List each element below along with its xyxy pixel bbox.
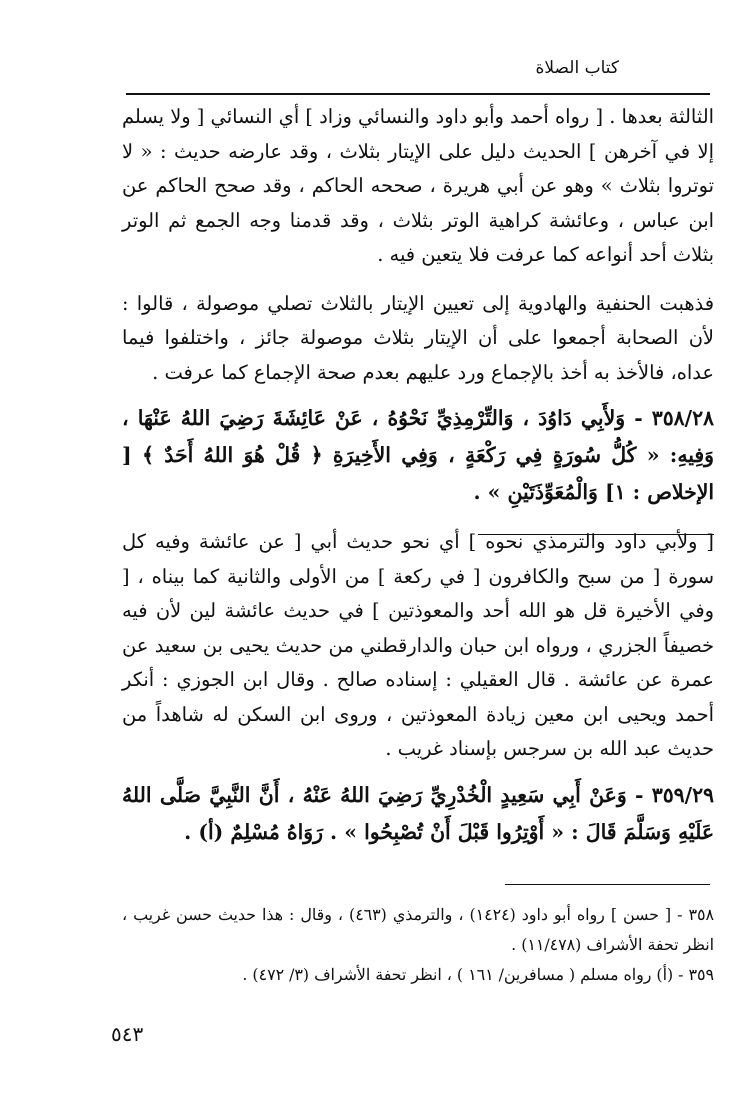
header-rule [126,93,710,95]
footnote-358: ٣٥٨ - [ حسن ] رواه أبو داود (١٤٢٤) ، والترمذي (٤٦٣) ، وقال : هذا حديث حسن غريب ، انظر تحفة الأشراف (١١/٤٧٨) . [122,905,714,954]
commentary-paragraph-2: فذهبت الحنفية والهادوية إلى تعيين الإيتار بالثلاث تصلي موصولة ، قالوا : لأن الصحابة أجمعوا على أن الإيتار بثلاث موصولة جائز ، واختلفوا فيما عداه، فالأخذ به أخذ بالإجماع ورد عليهم بعدم صحة الإجماع كما عرفت . [122,291,714,384]
main-text [122,100,714,851]
footnote-rule [505,884,710,885]
commentary-text: ولأبي داود والترمذي نحوه ] أي نحو حديث أبي [ عن عائشة وفيه كل سورة [ من سبح والكافرون [ في ركعة ] من الأولى والثانية كما بيناه ، [ وفي الأخيرة قل هو الله أحد والمعوذتين ] في حديث عائشة لين لأن فيه خصيفاً الجزري ، ورواه ابن حبان والدارقطني من حديث يحيى بن سعيد عن عمرة عن عائشة . قال العقيلي : إسناده صالح . وقال ابن الجوزي : أنكر أحمد ويحيى ابن معين زيادة المعوذتين ، وروى ابن السكن له شاهداً من حديث عبد الله بن سرجس بإسناد غريب . [122,530,714,760]
hadith-358 [122,400,714,511]
hadith-separator-rule [478,534,714,535]
paragraph-gap [122,511,714,525]
hadith-number: ٣٥٨/٢٨ - [634,406,714,430]
commentary-paragraph-3: [ ولأبي داود والترمذي نحوه ] أي نحو حديث أبي [ عن عائشة وفيه كل سورة [ من سبح والكافرون [ في ركعة ] من الأولى والثانية كما بيناه ، [ وفي الأخيرة قل هو الله أحد والمعوذتين ] في حديث عائشة لين لأن فيه خصيفاً الجزري ، ورواه ابن حبان والدارقطني من حديث يحيى بن سعيد عن عمرة عن عائشة . قال العقيلي : إسناده صالح . وقال ابن الجوزي : أنكر أحمد ويحيى ابن معين زيادة المعوذتين ، وروى ابن السكن له شاهداً من حديث عبد الله بن سرجس بإسناد غريب . [122,530,714,760]
commentary-paragraph-1: الثالثة بعدها . [ رواه أحمد وأبو داود والنسائي وزاد ] أي النسائي [ ولا يسلم إلا في آخرهن ] الحديث دليل على الإيتار بثلاث ، وقد عارضه حديث : « لا توتروا بثلاث » وهو عن أبي هريرة ، صححه الحاكم ، وقد صحح الحاكم عن ابن عباس ، وعائشة كراهية الوتر بثلاث ، وقد قدمنا وجه الجمع ثم الوتر بثلاث أحد أنواعه كما عرفت فلا يتعين فيه . [122,105,714,266]
paragraph-gap [122,390,714,400]
hadith-359 [122,777,714,851]
paragraph-gap [122,767,714,777]
hadith-text: وَعَنْ أَبِي سَعِيدٍ الْخُدْرِيِّ رَضِيَ اللهُ عَنْهُ ، أَنَّ النَّبِيَّ صَلَّى اللهُ عَلَيْهِ وَسَلَّمَ قَالَ : « أَوْتِرُوا قَبْلَ أَنْ تُصْبِحُوا » . رَوَاهُ مُسْلِمٌ (أ) . [122,782,714,844]
hadith-number: ٣٥٩/٢٩ - [635,782,714,807]
paragraph-gap [122,273,714,287]
hadith-text: وَلأَبِي دَاوُدَ ، وَالتِّرْمِذِيِّ نَحْوُهُ ، عَنْ عَائِشَةَ رَضِيَ اللهُ عَنْهَا ، وَفِيهِ: « كُلُّ سُورَةٍ فِي رَكْعَةٍ ، وَفِي الأَخِيرَةِ ﴿ قُلْ هُوَ اللهُ أَحَدٌ ﴾ [ الإخلاص : ١] وَالْمُعَوِّذَتَيْنِ » . [122,406,714,504]
running-header-title: كتاب الصلاة [535,58,619,78]
page-number: ٥٤٣ [111,1022,144,1046]
footnotes [122,900,714,990]
footnote-359: ٣٥٩ - (أ) رواه مسلم ( مسافرين/ ١٦١ ) ، انظر تحفة الأشراف (٣/ ٤٧٢) . [242,965,714,984]
